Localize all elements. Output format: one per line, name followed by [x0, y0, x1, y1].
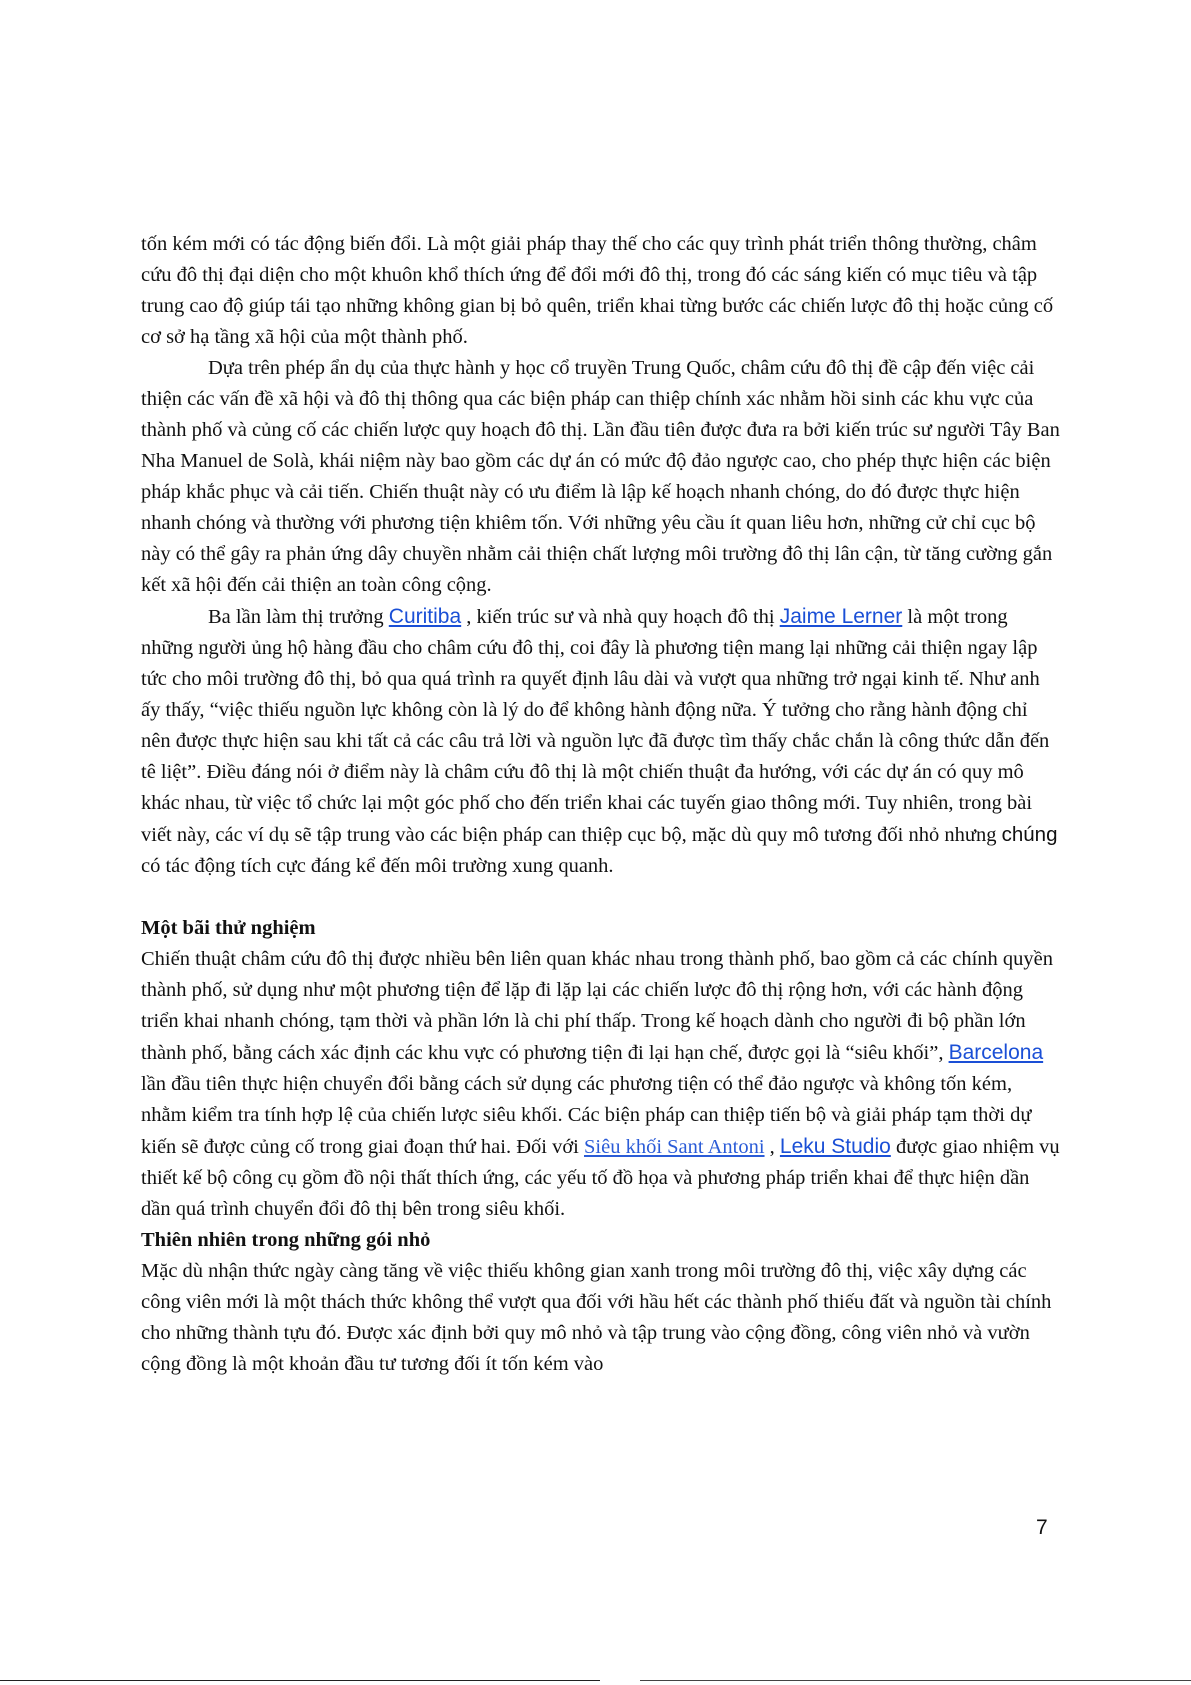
section-2-paragraph: Mặc dù nhận thức ngày càng tăng về việc thiếu không gian xanh trong môi trường đô thị, việc xây dựng các công viên mới là một thách thức không thể vượt qua đối với hầu hết các thành phố thiếu đất và nguồn tài chính cho những thành tựu đó. Được xác định bởi quy mô nhỏ và tập trung vào cộng đồng, công viên nhỏ và vườn cộng đồng là một khoản đầu tư tương đối ít tốn kém vào	[141, 1260, 1052, 1375]
paragraph-2: Dựa trên phép ẩn dụ của thực hành y học cổ truyền Trung Quốc, châm cứu đô thị đề cập đến việc cải thiện các vấn đề xã hội và đô thị thông qua các biện pháp can thiệp chính xác nhằm hồi sinh các khu vực của thành phố và củng cố các chiến lược quy hoạch đô thị. Lần đầu tiên được đưa ra bởi kiến trúc sư người Tây Ban Nha Manuel de Solà, khái niệm này bao gồm các dự án có mức độ đảo ngược cao, cho phép thực hiện các biện pháp khắc phục và cải tiến. Chiến thuật này có ưu điểm là lập kế hoạch nhanh chóng, do đó được thực hiện nhanh chóng và thường với phương tiện khiêm tốn. Với những yêu cầu ít quan liêu hơn, những cử chỉ cục bộ này có thể gây ra phản ứng dây chuyền nhằm cải thiện chất lượng môi trường đô thị lân cận, từ tăng cường gắn kết xã hội đến cải thiện an toàn công cộng.	[141, 357, 1060, 596]
section-1-text-d: được giao nhiệm vụ thiết kế bộ công cụ gồm đồ nội thất thích ứng, các yếu tố đồ họa và phương pháp triển khai để thực hiện dần dần quá trình chuyển đổi đô thị bên trong siêu khối.	[141, 1136, 1060, 1220]
document-body	[141, 229, 1061, 1380]
paragraph-3-text-a: Ba lần làm thị trưởng	[208, 606, 389, 628]
paragraph-3	[141, 601, 1061, 882]
bottom-divider-right	[640, 1680, 1191, 1681]
spacer	[141, 882, 1061, 913]
paragraph-3-text-b: , kiến trúc sư và nhà quy hoạch đô thị	[461, 606, 780, 628]
section-1-text-b: lần đầu tiên thực hiện chuyển đổi bằng cách sử dụng các phương tiện có thể đảo ngược và không tốn kém, nhằm kiểm tra tính hợp lệ của chiến lược siêu khối. Các biện pháp can thiệp tiến bộ và giải pháp tạm thời dự kiến sẽ được củng cố trong giai đoạn thứ hai. Đối với	[141, 1073, 1032, 1158]
leku-studio-link[interactable]: Leku Studio	[779, 1135, 891, 1158]
section-heading-test-bed: Một bãi thử nghiệm	[141, 917, 316, 939]
jaime-lerner-link[interactable]: Jaime Lerner	[779, 605, 903, 628]
section-1-text-a: Chiến thuật châm cứu đô thị được nhiều bên liên quan khác nhau trong thành phố, bao gồm cả các chính quyền thành phố, sử dụng như một phương tiện để lặp đi lặp lại các chiến lược đô thị rộng hơn, với các hành động triển khai nhanh chóng, tạm thời và phần lớn là chi phí thấp. Trong kế hoạch dành cho người đi bộ phần lớn thành phố, bằng cách xác định các khu vực có phương tiện đi lại hạn chế, được gọi là “siêu khối”,	[141, 948, 1054, 1064]
page-number: 7	[1036, 1516, 1048, 1539]
bottom-divider	[0, 1680, 600, 1681]
sant-antoni-superblock-link[interactable]: Siêu khối Sant Antoni	[584, 1136, 765, 1158]
paragraph-3-text-d: chúng	[1001, 823, 1058, 846]
section-1-paragraph	[141, 944, 1061, 1225]
paragraph-3-text-e: có tác động tích cực đáng kể đến môi trường xung quanh.	[141, 855, 614, 877]
barcelona-link[interactable]: Barcelona	[948, 1041, 1044, 1064]
curitiba-link[interactable]: Curitiba	[388, 605, 462, 628]
section-heading-nature: Thiên nhiên trong những gói nhỏ	[141, 1229, 431, 1251]
paragraph-1: tốn kém mới có tác động biến đổi. Là một giải pháp thay thế cho các quy trình phát triển thông thường, châm cứu đô thị đại diện cho một khuôn khổ thích ứng để đổi mới đô thị, trong đó các sáng kiến có mục tiêu và tập trung cao độ giúp tái tạo những không gian bị bỏ quên, triển khai từng bước các chiến lược đô thị hoặc củng cố cơ sở hạ tầng xã hội của một thành phố.	[141, 233, 1054, 348]
section-1-text-c: ,	[764, 1136, 780, 1158]
paragraph-3-text-c: là một trong những người ủng hộ hàng đầu cho châm cứu đô thị, coi đây là phương tiện mang lại những cải thiện ngay lập tức cho môi trường đô thị, bỏ qua quá trình ra quyết định lâu dài và vượt qua những trở ngại kinh tế. Như anh ấy thấy, “việc thiếu nguồn lực không còn là lý do để không hành động nữa. Ý tưởng cho rằng hành động chỉ nên được thực hiện sau khi tất cả các câu trả lời và nguồn lực đã được tìm thấy chắc chắn là công thức dẫn đến tê liệt”. Điều đáng nói ở điểm này là châm cứu đô thị là một chiến thuật đa hướng, với các dự án có quy mô khác nhau, từ việc tổ chức lại một góc phố cho đến triển khai các tuyến giao thông mới. Tuy nhiên, trong bài viết này, các ví dụ sẽ tập trung vào các biện pháp can thiệp cục bộ, mặc dù quy mô tương đối nhỏ nhưng	[141, 606, 1050, 846]
